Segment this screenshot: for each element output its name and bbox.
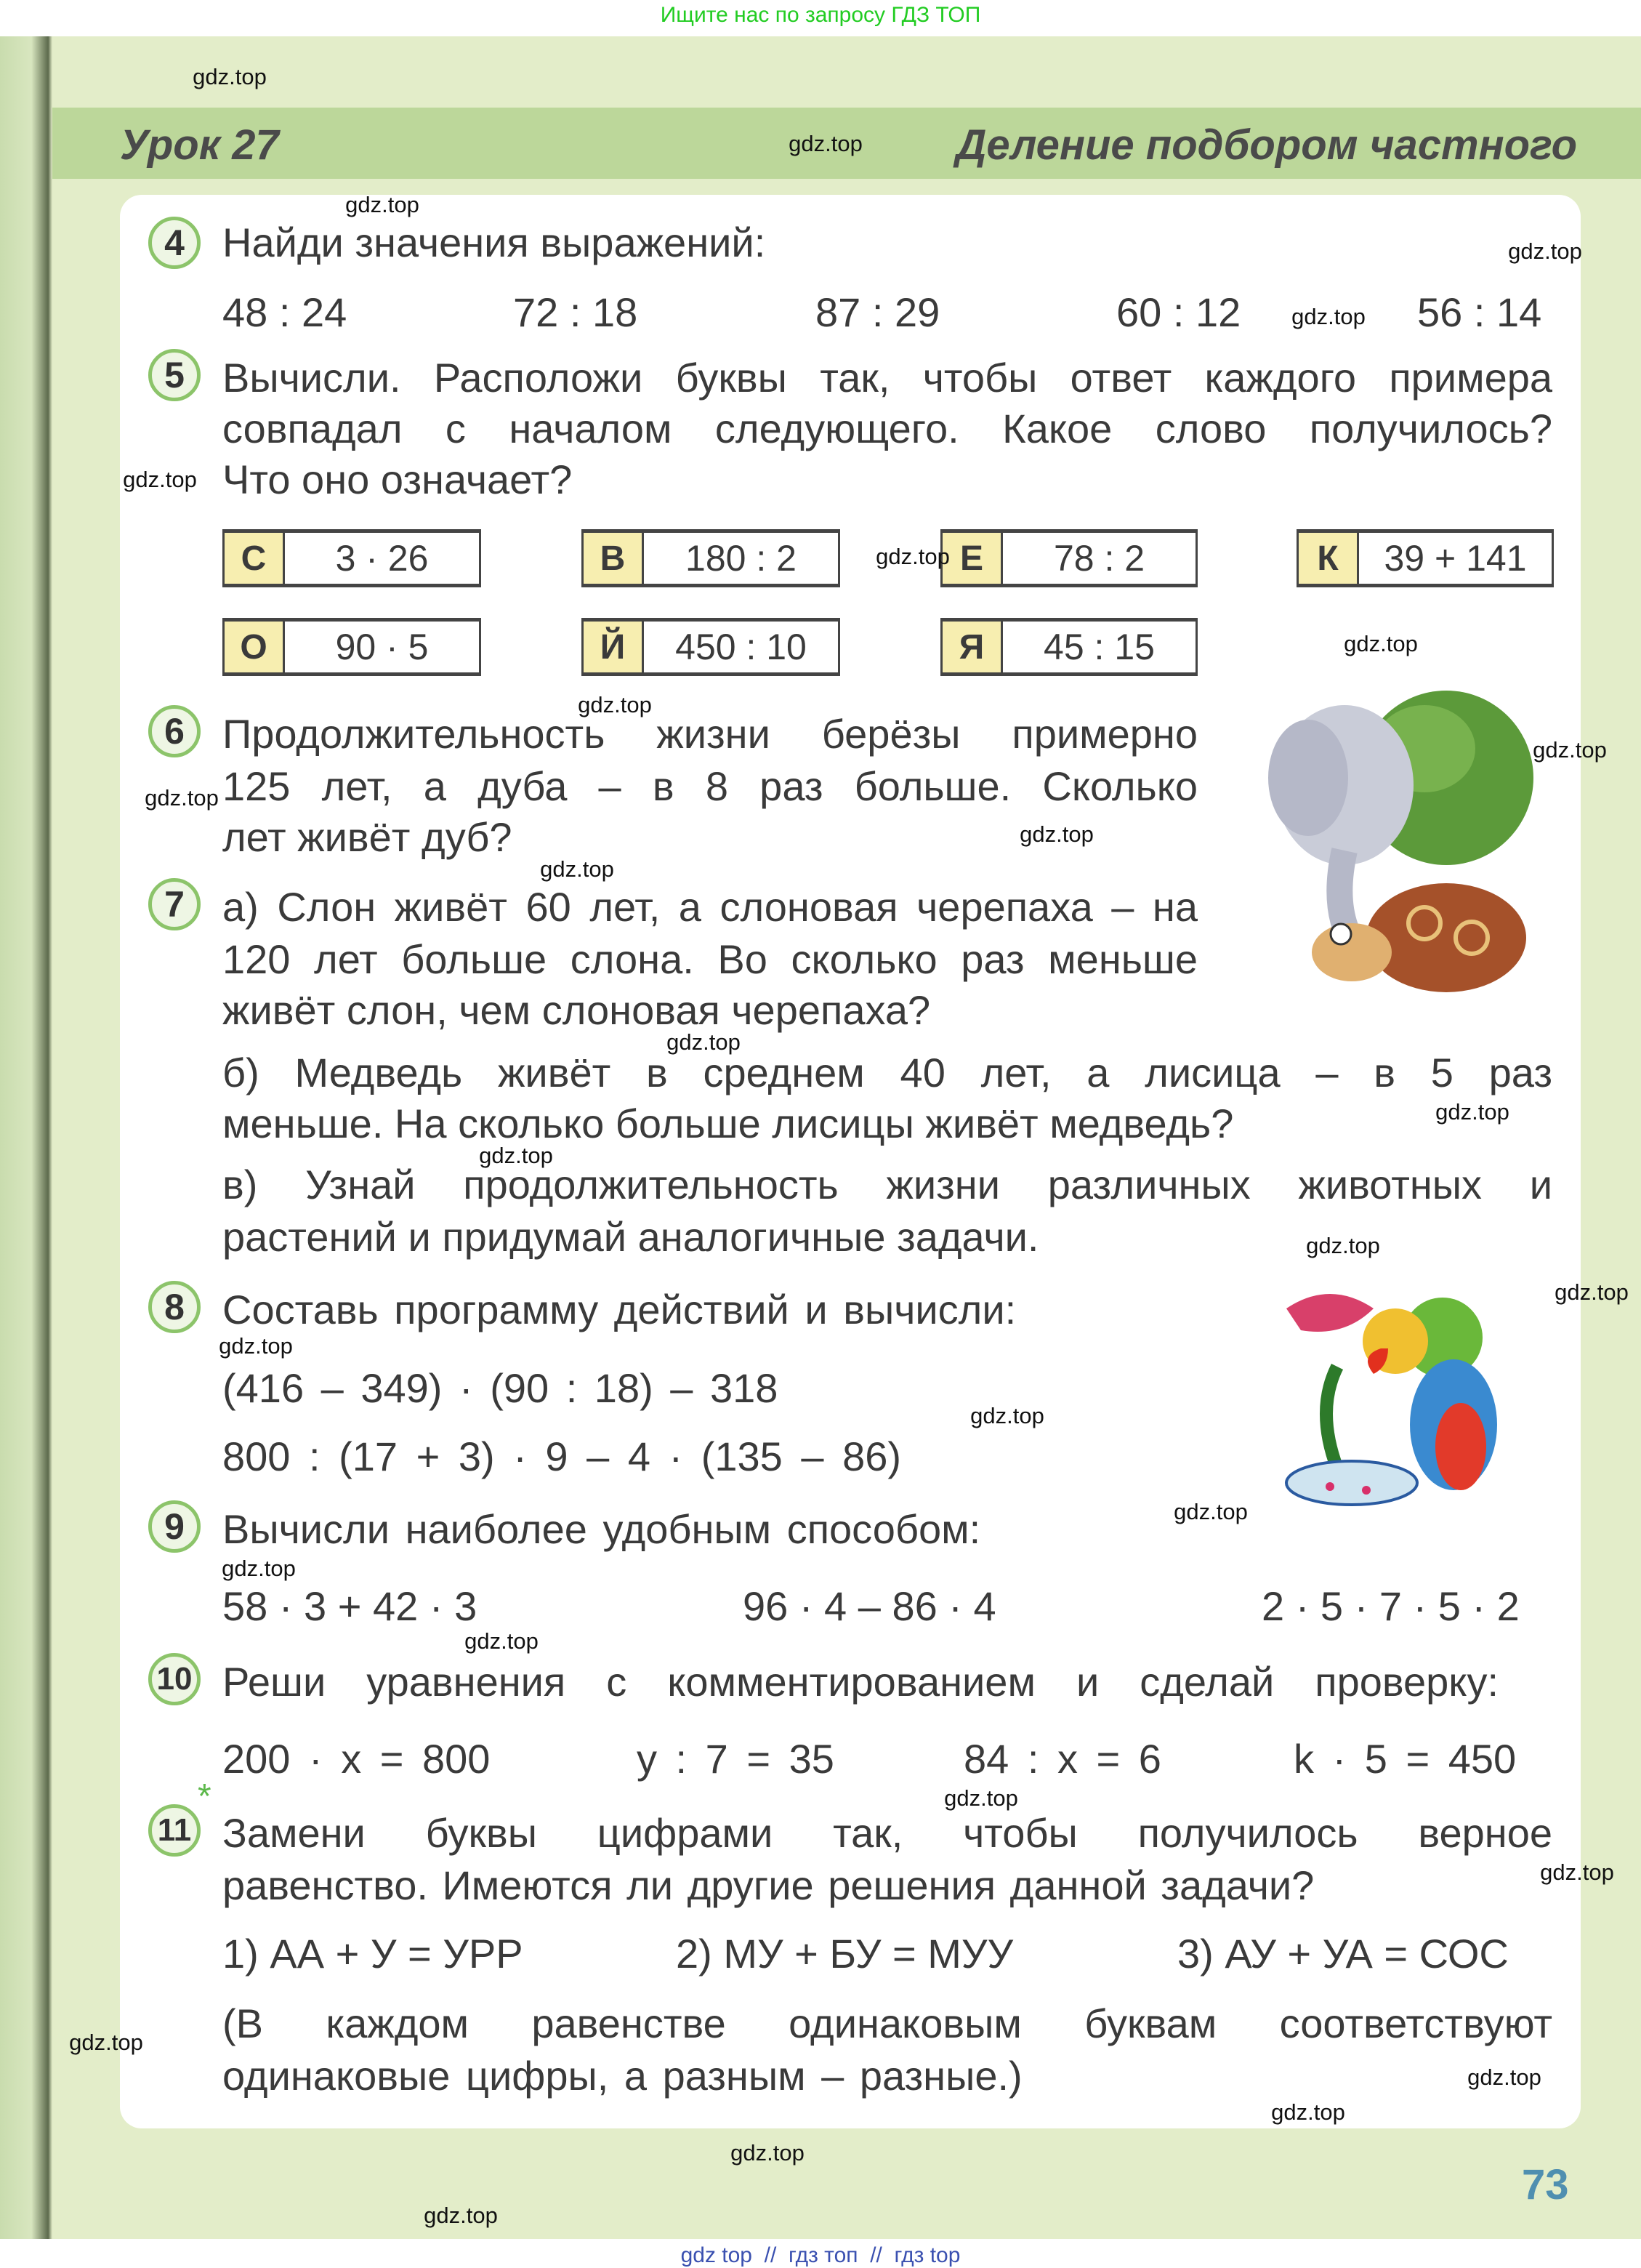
- expression: 2) МУ + БУ = МУУ: [676, 1931, 1014, 1977]
- card-letter: К: [1299, 533, 1359, 584]
- page-binding: [0, 36, 52, 2239]
- equation: 200 · x = 800: [222, 1736, 491, 1782]
- expression: 87 : 29: [815, 289, 940, 335]
- task-text-line: меньше. На сколько больше лисицы живёт медведь?: [222, 1101, 1234, 1146]
- task-text-line: а) Слон живёт 60 лет, а слоновая черепаха – на: [222, 884, 1198, 930]
- task-text-line: растений и придумай аналогичные задачи.: [222, 1214, 1039, 1260]
- task-number-8: 8: [148, 1281, 201, 1333]
- card-letter: Й: [584, 622, 644, 672]
- parrot-crayfish-illustration: [1272, 1279, 1526, 1519]
- expression: 2 · 5 · 7 · 5 · 2: [1262, 1583, 1520, 1629]
- watermark: gdz.top: [464, 1628, 539, 1654]
- expression: 60 : 12: [1116, 289, 1241, 335]
- watermark: gdz.top: [193, 64, 267, 89]
- watermark: gdz.top: [1467, 2064, 1541, 2090]
- watermark: gdz.top: [345, 192, 419, 217]
- card-expression: 450 : 10: [675, 627, 807, 667]
- card-expression: 90 · 5: [335, 627, 429, 667]
- bottom-banner[interactable]: gdz top // гдз топ // гдз top: [680, 2243, 961, 2267]
- letter-card-i: [581, 618, 840, 676]
- watermark: gdz.top: [789, 131, 863, 156]
- watermark: gdz.top: [730, 2140, 805, 2166]
- task-text-line: Продолжительность жизни берёзы примерно: [222, 711, 1198, 757]
- lesson-number: Урок 27: [120, 121, 279, 169]
- expression: 3) АУ + УА = СОС: [1177, 1931, 1509, 1977]
- top-banner[interactable]: Ищите нас по запросу ГДЗ ТОП: [660, 3, 981, 27]
- card-letter: В: [584, 533, 644, 584]
- task-text-line: живёт слон, чем слоновая черепаха?: [222, 987, 931, 1033]
- task-text-line: (В каждом равенстве одинаковым буквам соответствуют: [222, 2000, 1552, 2046]
- watermark: gdz.top: [1533, 737, 1607, 763]
- equation: k · 5 = 450: [1294, 1736, 1517, 1782]
- task-text-line: Вычисли. Расположи буквы так, чтобы ответ каждого примера: [222, 355, 1552, 401]
- watermark: gdz.top: [1020, 821, 1094, 847]
- task-text-line: Что оно означает?: [222, 457, 573, 502]
- letter-card-ya: [940, 618, 1198, 676]
- task-number-10: 10: [148, 1653, 201, 1705]
- star-icon: *: [198, 1777, 211, 1816]
- expression: 56 : 14: [1417, 289, 1542, 335]
- card-expression: 45 : 15: [1044, 627, 1155, 667]
- watermark: gdz.top: [1291, 304, 1366, 329]
- elephant-turtle-illustration: [1265, 683, 1541, 1010]
- watermark: gdz.top: [1174, 1499, 1248, 1524]
- card-expression: 3 · 26: [335, 538, 429, 579]
- letter-card-s: [222, 529, 481, 587]
- task-text-line: 120 лет больше слона. Во сколько раз меньше: [222, 936, 1198, 982]
- task-8-title: Составь программу действий и вычисли:: [222, 1287, 1017, 1332]
- watermark: gdz.top: [1435, 1099, 1509, 1125]
- watermark: gdz.top: [540, 856, 614, 882]
- task-number-9: 9: [148, 1500, 201, 1553]
- letter-card-k: [1297, 529, 1554, 587]
- equation: y : 7 = 35: [637, 1736, 834, 1782]
- watermark: gdz.top: [944, 1785, 1018, 1811]
- watermark: gdz.top: [69, 2030, 143, 2055]
- task-text-line: Замени буквы цифрами так, чтобы получилось верное: [222, 1810, 1552, 1856]
- watermark: gdz.top: [1508, 238, 1582, 264]
- watermark: gdz.top: [1271, 2099, 1345, 2125]
- task-text-line: лет живёт дуб?: [222, 814, 512, 860]
- watermark: gdz.top: [666, 1029, 741, 1055]
- letter-card-o: [222, 618, 481, 676]
- expression: 1) АА + У = УРР: [222, 1931, 523, 1977]
- letter-card-e: [940, 529, 1198, 587]
- watermark: gdz.top: [876, 544, 950, 569]
- card-expression: 180 : 2: [685, 538, 797, 579]
- task-9-title: Вычисли наиболее удобным способом:: [222, 1506, 981, 1552]
- card-expression: 78 : 2: [1053, 538, 1145, 579]
- card-expression: 39 + 141: [1384, 538, 1527, 579]
- task-text-line: б) Медведь живёт в среднем 40 лет, а лисица – в 5 раз: [222, 1050, 1552, 1095]
- expression: 58 · 3 + 42 · 3: [222, 1583, 477, 1629]
- page-number: 73: [1522, 2161, 1569, 2208]
- task-text-line: 125 лет, а дуба – в 8 раз больше. Сколько: [222, 763, 1198, 809]
- expression: 48 : 24: [222, 289, 347, 335]
- watermark: gdz.top: [1540, 1859, 1614, 1885]
- task-number-4: 4: [148, 217, 201, 269]
- lesson-topic: Деление подбором частного: [956, 121, 1577, 169]
- expression: 72 : 18: [513, 289, 638, 335]
- task-number-6: 6: [148, 705, 201, 757]
- watermark: gdz.top: [219, 1333, 293, 1359]
- watermark: gdz.top: [123, 467, 197, 492]
- card-letter: Я: [943, 622, 1003, 672]
- watermark: gdz.top: [424, 2203, 498, 2228]
- watermark: gdz.top: [1344, 631, 1418, 656]
- watermark: gdz.top: [222, 1556, 296, 1581]
- watermark: gdz.top: [1555, 1279, 1629, 1305]
- task-number-7: 7: [148, 878, 201, 930]
- watermark: gdz.top: [578, 692, 652, 717]
- task-number-11: 11: [148, 1804, 201, 1857]
- task-text-line: одинаковые цифры, а разным – разные.): [222, 2053, 1023, 2099]
- letter-card-v: [581, 529, 840, 587]
- card-letter: О: [225, 622, 285, 672]
- task-text-line: совпадал с началом следующего. Какое слово получилось?: [222, 406, 1552, 451]
- watermark: gdz.top: [1306, 1233, 1380, 1258]
- equation: 84 : x = 6: [964, 1736, 1161, 1782]
- watermark: gdz.top: [970, 1403, 1044, 1428]
- expression: (416 – 349) · (90 : 18) – 318: [222, 1365, 778, 1411]
- card-letter: Е: [943, 533, 1003, 584]
- expression: 800 : (17 + 3) · 9 – 4 · (135 – 86): [222, 1433, 902, 1479]
- task-4-title: Найди значения выражений:: [222, 220, 766, 265]
- watermark: gdz.top: [145, 785, 219, 811]
- task-number-5: 5: [148, 349, 201, 401]
- task-10-title: Реши уравнения с комментированием и сделай проверку:: [222, 1659, 1499, 1705]
- task-text-line: в) Узнай продолжительность жизни различных животных и: [222, 1162, 1552, 1207]
- task-text-line: равенство. Имеются ли другие решения данной задачи?: [222, 1862, 1315, 1908]
- card-letter: С: [225, 533, 285, 584]
- expression: 96 · 4 – 86 · 4: [743, 1583, 996, 1629]
- watermark: gdz.top: [479, 1143, 553, 1168]
